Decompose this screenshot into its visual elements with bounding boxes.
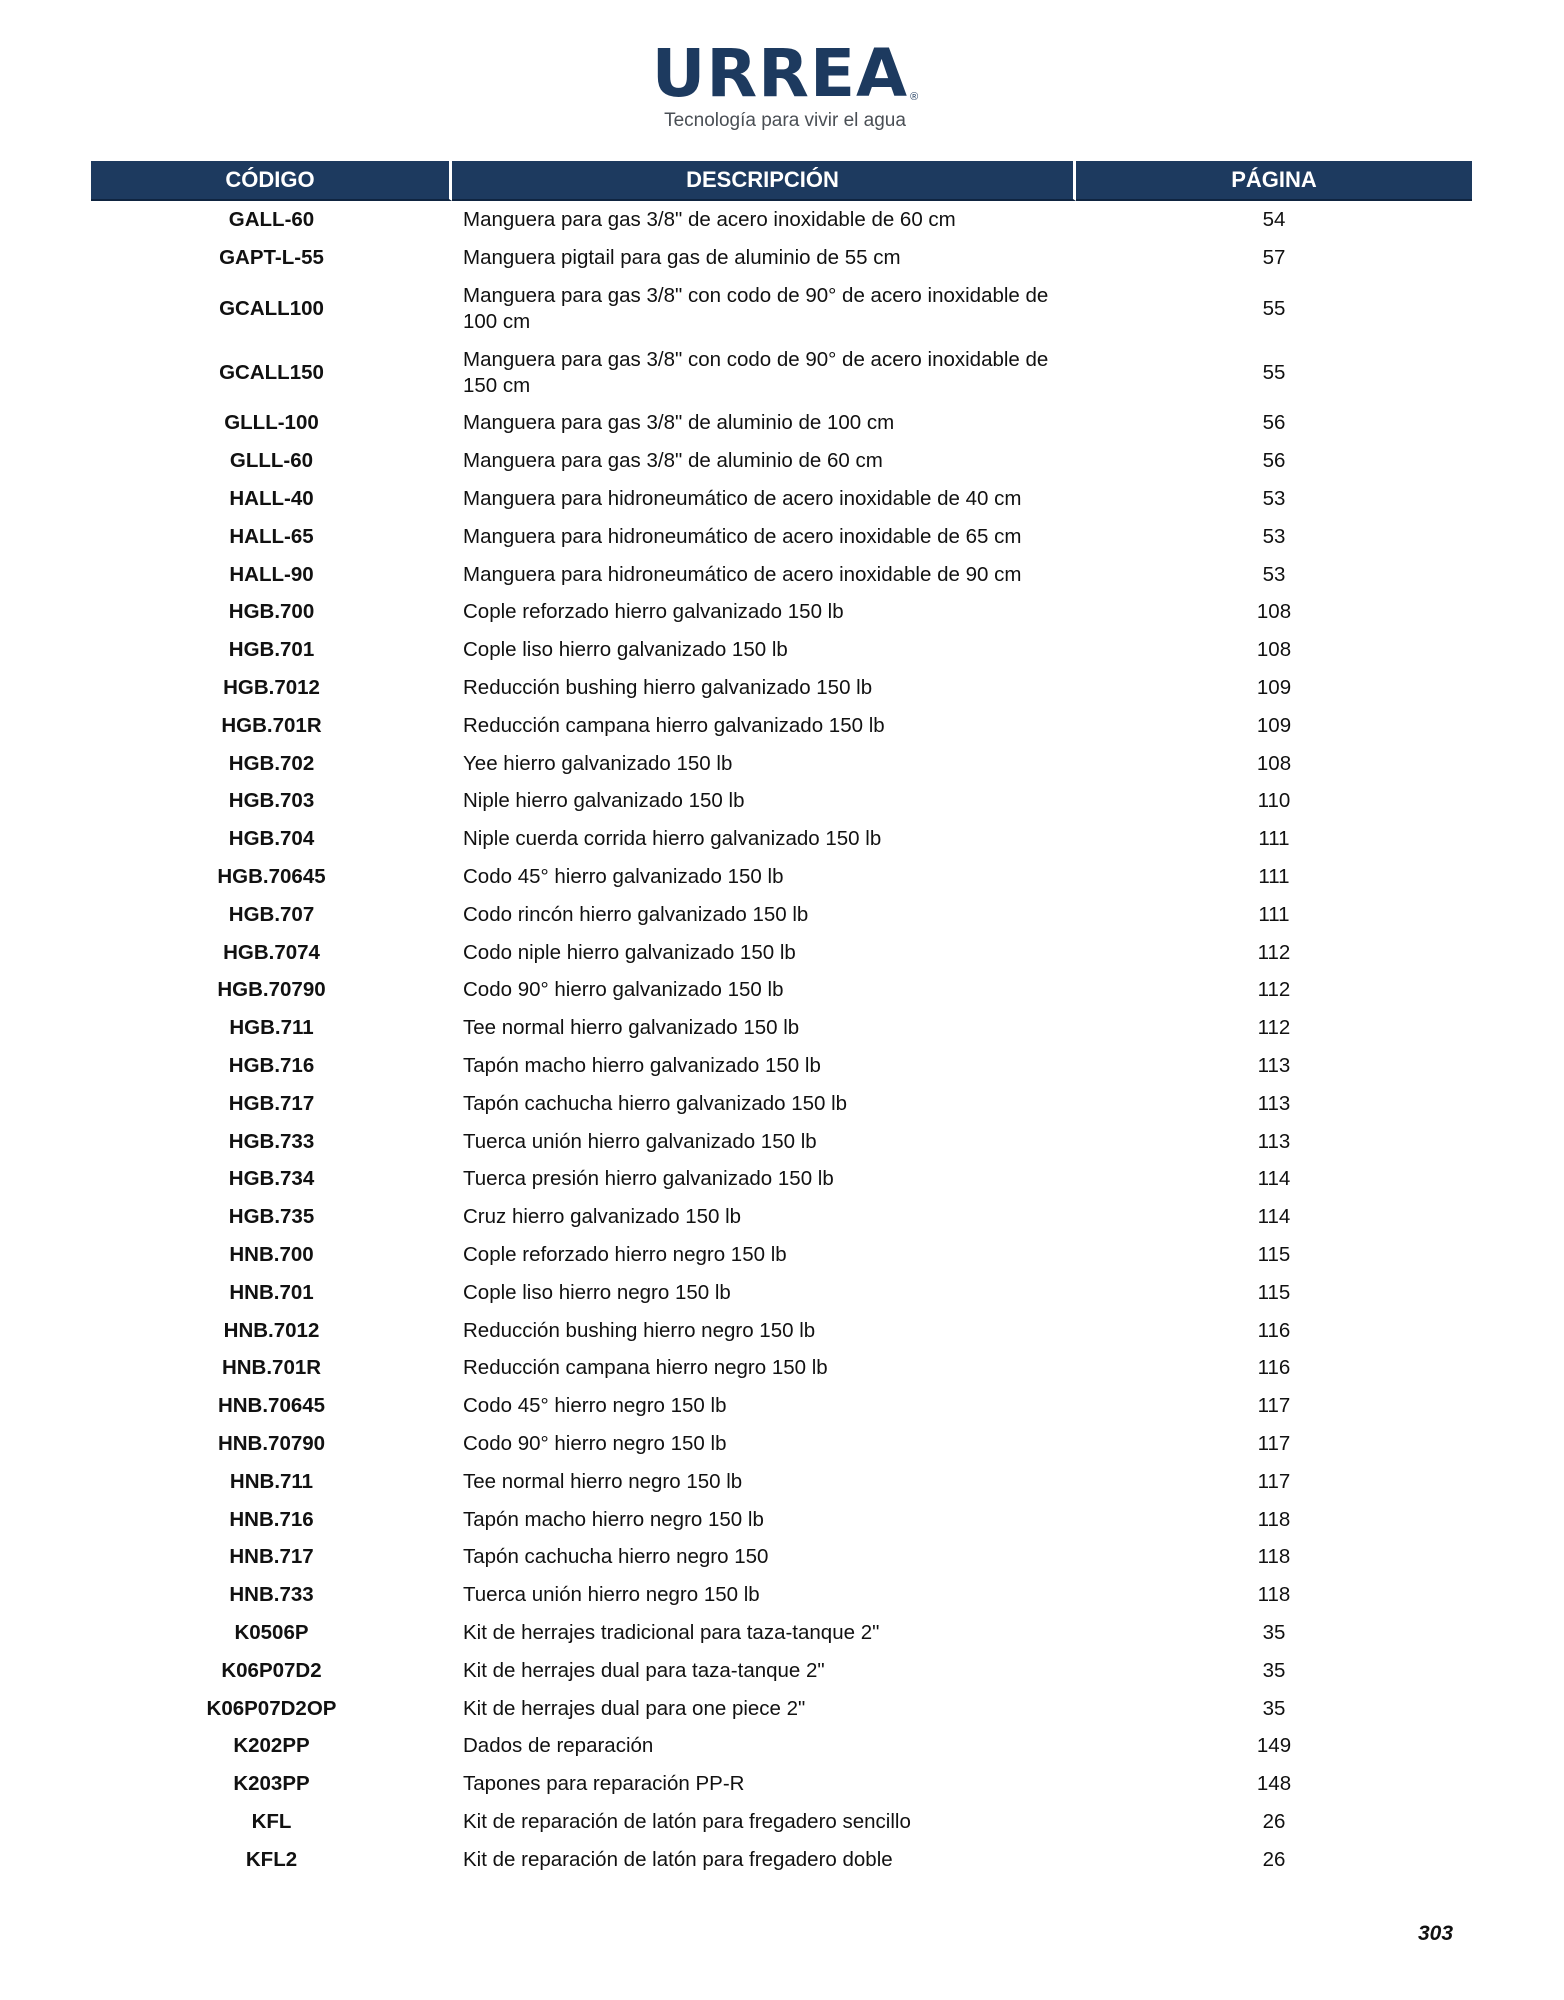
table-row xyxy=(91,745,1472,783)
cell-desc: Reducción bushing hierro negro 150 lb xyxy=(463,1318,816,1342)
table-row xyxy=(91,858,1472,896)
cell-page: 54 xyxy=(1262,207,1286,231)
table-row xyxy=(91,1539,1472,1577)
table-row xyxy=(91,1727,1472,1765)
cell-desc: Cople reforzado hierro negro 150 lb xyxy=(463,1243,787,1267)
cell-code: HNB.701R xyxy=(221,1356,322,1380)
cell-code: KFL2 xyxy=(245,1847,298,1871)
header-description: DESCRIPCIÓN xyxy=(452,161,1076,201)
cell-page: 35 xyxy=(1262,1620,1286,1644)
cell-page: 117 xyxy=(1257,1432,1291,1455)
cell-page: 111 xyxy=(1258,827,1290,851)
cell-desc: Reducción bushing hierro galvanizado 150 lb xyxy=(463,676,873,700)
cell-page: 114 xyxy=(1257,1167,1291,1191)
cell-page: 118 xyxy=(1257,1545,1291,1569)
cell-desc: Manguera para gas 3/8" con codo de 90° de acero inoxidable de 100 cm xyxy=(463,283,1049,333)
cell-code: HGB.716 xyxy=(228,1054,315,1078)
cell-page: 115 xyxy=(1257,1243,1291,1267)
cell-desc: Cople liso hierro galvanizado 150 lb xyxy=(463,638,788,662)
table-row xyxy=(91,896,1472,934)
table-row xyxy=(91,1387,1472,1425)
cell-desc: Manguera para gas 3/8" de aluminio de 60 cm xyxy=(463,449,883,473)
cell-desc: Niple hierro galvanizado 150 lb xyxy=(463,789,745,813)
cell-code: K0506P xyxy=(234,1620,309,1644)
table-row xyxy=(91,783,1472,821)
cell-page: 53 xyxy=(1262,562,1286,586)
cell-page: 116 xyxy=(1257,1356,1291,1380)
table-row xyxy=(91,518,1472,556)
cell-code: HGB.707 xyxy=(228,902,315,926)
cell-page: 53 xyxy=(1262,487,1286,511)
table-row xyxy=(91,707,1472,745)
cell-code: HGB.70645 xyxy=(217,865,326,889)
logo-wordmark: URREA xyxy=(651,35,909,112)
cell-code: HNB.716 xyxy=(229,1507,314,1531)
cell-page: 116 xyxy=(1257,1318,1291,1342)
cell-page: 113 xyxy=(1257,1054,1291,1078)
cell-code: HNB.7012 xyxy=(223,1318,320,1342)
cell-desc: Reducción campana hierro negro 150 lb xyxy=(463,1356,828,1380)
cell-code: HNB.700 xyxy=(229,1243,314,1267)
cell-code: HNB.70645 xyxy=(217,1394,326,1418)
cell-page: 35 xyxy=(1262,1658,1286,1682)
cell-desc: Codo niple hierro galvanizado 150 lb xyxy=(463,940,796,964)
header-page: PÁGINA xyxy=(1076,161,1472,201)
cell-page: 149 xyxy=(1256,1734,1292,1758)
cell-page: 108 xyxy=(1256,638,1292,662)
cell-code: HGB.735 xyxy=(228,1205,315,1229)
cell-code: HGB.7012 xyxy=(223,676,320,700)
cell-code: HGB.701 xyxy=(228,638,315,662)
cell-desc: Kit de herrajes tradicional para taza-tanque 2" xyxy=(463,1620,880,1644)
cell-page: 111 xyxy=(1258,902,1290,926)
cell-desc: Tuerca unión hierro negro 150 lb xyxy=(463,1583,760,1607)
cell-page: 114 xyxy=(1257,1205,1291,1229)
cell-code: HNB.701 xyxy=(229,1280,314,1304)
cell-desc: Manguera para gas 3/8" de aluminio de 100 cm xyxy=(463,411,895,435)
cell-page: 53 xyxy=(1262,524,1286,548)
cell-code: K203PP xyxy=(233,1772,310,1796)
table-row xyxy=(91,201,1472,239)
table-row xyxy=(91,1085,1472,1123)
cell-page: 26 xyxy=(1262,1847,1286,1871)
cell-desc: Codo rincón hierro galvanizado 150 lb xyxy=(463,902,809,926)
cell-desc: Tapones para reparación PP-R xyxy=(463,1772,745,1796)
cell-page: 112 xyxy=(1257,1016,1291,1040)
cell-code: GLLL-100 xyxy=(224,411,319,435)
cell-desc: Cruz hierro galvanizado 150 lb xyxy=(463,1205,742,1229)
cell-desc: Kit de reparación de latón para fregadero doble xyxy=(463,1847,893,1871)
cell-desc: Kit de reparación de latón para fregadero sencillo xyxy=(463,1809,911,1833)
table-row xyxy=(91,1009,1472,1047)
cell-code: HGB.703 xyxy=(228,789,315,813)
cell-page: 112 xyxy=(1257,978,1291,1002)
cell-page: 111 xyxy=(1258,865,1290,889)
table-row xyxy=(91,1161,1472,1199)
table-row xyxy=(91,631,1472,669)
cell-code: HALL-65 xyxy=(229,524,314,548)
table-row xyxy=(91,1841,1472,1879)
table-row xyxy=(91,972,1472,1010)
cell-desc: Tee normal hierro negro 150 lb xyxy=(463,1469,743,1493)
table-row xyxy=(91,1803,1472,1841)
cell-code: HGB.717 xyxy=(228,1091,315,1115)
cell-code: HGB.704 xyxy=(228,827,315,851)
cell-code: KFL xyxy=(251,1809,292,1833)
cell-page: 112 xyxy=(1257,940,1291,964)
table-row xyxy=(91,1463,1472,1501)
cell-code: HGB.7074 xyxy=(223,940,320,964)
table-row xyxy=(91,1047,1472,1085)
cell-desc: Manguera para hidroneumático de acero inoxidable de 40 cm xyxy=(463,487,1022,511)
cell-code: HNB.70790 xyxy=(217,1432,326,1455)
table-row xyxy=(91,442,1472,480)
cell-desc: Manguera para hidroneumático de acero inoxidable de 65 cm xyxy=(463,524,1022,548)
cell-desc: Cople reforzado hierro galvanizado 150 lb xyxy=(463,600,844,624)
cell-desc: Kit de herrajes dual para taza-tanque 2" xyxy=(463,1658,825,1682)
table-row xyxy=(91,1501,1472,1539)
cell-code: HNB.717 xyxy=(229,1545,314,1569)
cell-code: HGB.70790 xyxy=(217,978,326,1002)
table-row xyxy=(91,405,1472,443)
product-index-table xyxy=(91,161,1472,1879)
cell-page: 26 xyxy=(1262,1809,1286,1833)
cell-page: 57 xyxy=(1262,245,1286,269)
cell-desc: Codo 90° hierro galvanizado 150 lb xyxy=(463,978,784,1002)
cell-page: 118 xyxy=(1257,1507,1291,1531)
header-code: CÓDIGO xyxy=(91,161,452,201)
cell-desc: Yee hierro galvanizado 150 lb xyxy=(463,751,733,775)
table-row xyxy=(91,1198,1472,1236)
cell-code: HGB.701R xyxy=(221,713,322,737)
cell-desc: Tuerca presión hierro galvanizado 150 lb xyxy=(463,1167,834,1191)
cell-desc: Codo 45° hierro galvanizado 150 lb xyxy=(463,865,784,889)
cell-page: 113 xyxy=(1257,1129,1291,1153)
cell-code: GALL-60 xyxy=(228,207,315,231)
cell-code: HALL-40 xyxy=(229,487,314,511)
registered-mark: ® xyxy=(910,91,919,103)
cell-code: K06P07D2OP xyxy=(206,1696,337,1720)
cell-code: HGB.734 xyxy=(228,1167,315,1191)
cell-desc: Tapón macho hierro negro 150 lb xyxy=(463,1507,764,1531)
urrea-logo xyxy=(620,35,950,112)
table-row xyxy=(91,556,1472,594)
cell-page: 108 xyxy=(1256,600,1292,624)
cell-page: 108 xyxy=(1256,751,1292,775)
cell-code: HGB.711 xyxy=(229,1016,314,1040)
table-row xyxy=(91,1765,1472,1803)
cell-page: 55 xyxy=(1262,296,1286,320)
cell-code: HNB.733 xyxy=(229,1583,314,1607)
table-row xyxy=(91,1236,1472,1274)
cell-code: HGB.733 xyxy=(228,1129,315,1153)
cell-code: GCALL100 xyxy=(219,296,324,320)
cell-code: GCALL150 xyxy=(219,360,324,384)
cell-desc: Kit de herrajes dual para one piece 2" xyxy=(463,1696,806,1720)
table-row xyxy=(91,594,1472,632)
table-row xyxy=(91,277,1472,341)
cell-page: 113 xyxy=(1257,1091,1291,1115)
table-row xyxy=(91,1350,1472,1388)
cell-page: 55 xyxy=(1262,360,1286,384)
cell-desc: Tapón cachucha hierro galvanizado 150 lb xyxy=(463,1091,848,1115)
table-row xyxy=(91,341,1472,405)
cell-page: 110 xyxy=(1257,789,1291,813)
table-row xyxy=(91,480,1472,518)
table-row xyxy=(91,1312,1472,1350)
cell-desc: Tuerca unión hierro galvanizado 150 lb xyxy=(463,1129,817,1153)
cell-code: GAPT-L-55 xyxy=(219,245,324,269)
table-row xyxy=(91,1123,1472,1161)
cell-code: HGB.700 xyxy=(228,600,315,624)
cell-page: 56 xyxy=(1262,411,1286,435)
table-row xyxy=(91,1425,1472,1463)
cell-page: 117 xyxy=(1257,1469,1291,1493)
cell-desc: Codo 45° hierro negro 150 lb xyxy=(463,1394,727,1418)
cell-code: K06P07D2 xyxy=(221,1658,322,1682)
cell-desc: Manguera para hidroneumático de acero inoxidable de 90 cm xyxy=(463,562,1022,586)
cell-code: HALL-90 xyxy=(229,562,314,586)
cell-desc: Dados de reparación xyxy=(463,1734,654,1758)
brand-tagline: Tecnología para vivir el agua xyxy=(664,110,906,131)
table-row xyxy=(91,1614,1472,1652)
cell-code: GLLL-60 xyxy=(229,449,314,473)
cell-page: 109 xyxy=(1256,713,1292,737)
table-header-row xyxy=(91,161,1472,201)
cell-page: 115 xyxy=(1257,1280,1291,1304)
table-row xyxy=(91,1690,1472,1728)
table-row xyxy=(91,1652,1472,1690)
cell-desc: Niple cuerda corrida hierro galvanizado 150 lb xyxy=(463,827,882,851)
cell-desc: Tee normal hierro galvanizado 150 lb xyxy=(463,1016,800,1040)
cell-page: 35 xyxy=(1262,1696,1286,1720)
cell-desc: Manguera para gas 3/8" con codo de 90° de acero inoxidable de 150 cm xyxy=(463,347,1049,397)
table-row xyxy=(91,239,1472,277)
cell-page: 56 xyxy=(1262,449,1286,473)
page-number: 303 xyxy=(1418,1922,1454,1945)
table-row xyxy=(91,934,1472,972)
table-row xyxy=(91,1274,1472,1312)
cell-desc: Manguera pigtail para gas de aluminio de 55 cm xyxy=(463,245,901,269)
table-row xyxy=(91,820,1472,858)
cell-code: HNB.711 xyxy=(229,1469,314,1493)
cell-code: K202PP xyxy=(233,1734,310,1758)
cell-page: 109 xyxy=(1256,676,1292,700)
table-row xyxy=(91,669,1472,707)
cell-code: HGB.702 xyxy=(228,751,315,775)
cell-page: 117 xyxy=(1257,1394,1291,1418)
cell-page: 118 xyxy=(1257,1583,1291,1607)
cell-desc: Tapón cachucha hierro negro 150 xyxy=(463,1545,769,1569)
cell-desc: Codo 90° hierro negro 150 lb xyxy=(463,1432,727,1455)
cell-desc: Cople liso hierro negro 150 lb xyxy=(463,1280,731,1304)
cell-desc: Tapón macho hierro galvanizado 150 lb xyxy=(463,1054,821,1078)
table-row xyxy=(91,1576,1472,1614)
cell-desc: Reducción campana hierro galvanizado 150 lb xyxy=(463,713,885,737)
cell-page: 148 xyxy=(1256,1772,1292,1796)
cell-desc: Manguera para gas 3/8" de acero inoxidable de 60 cm xyxy=(463,207,956,231)
